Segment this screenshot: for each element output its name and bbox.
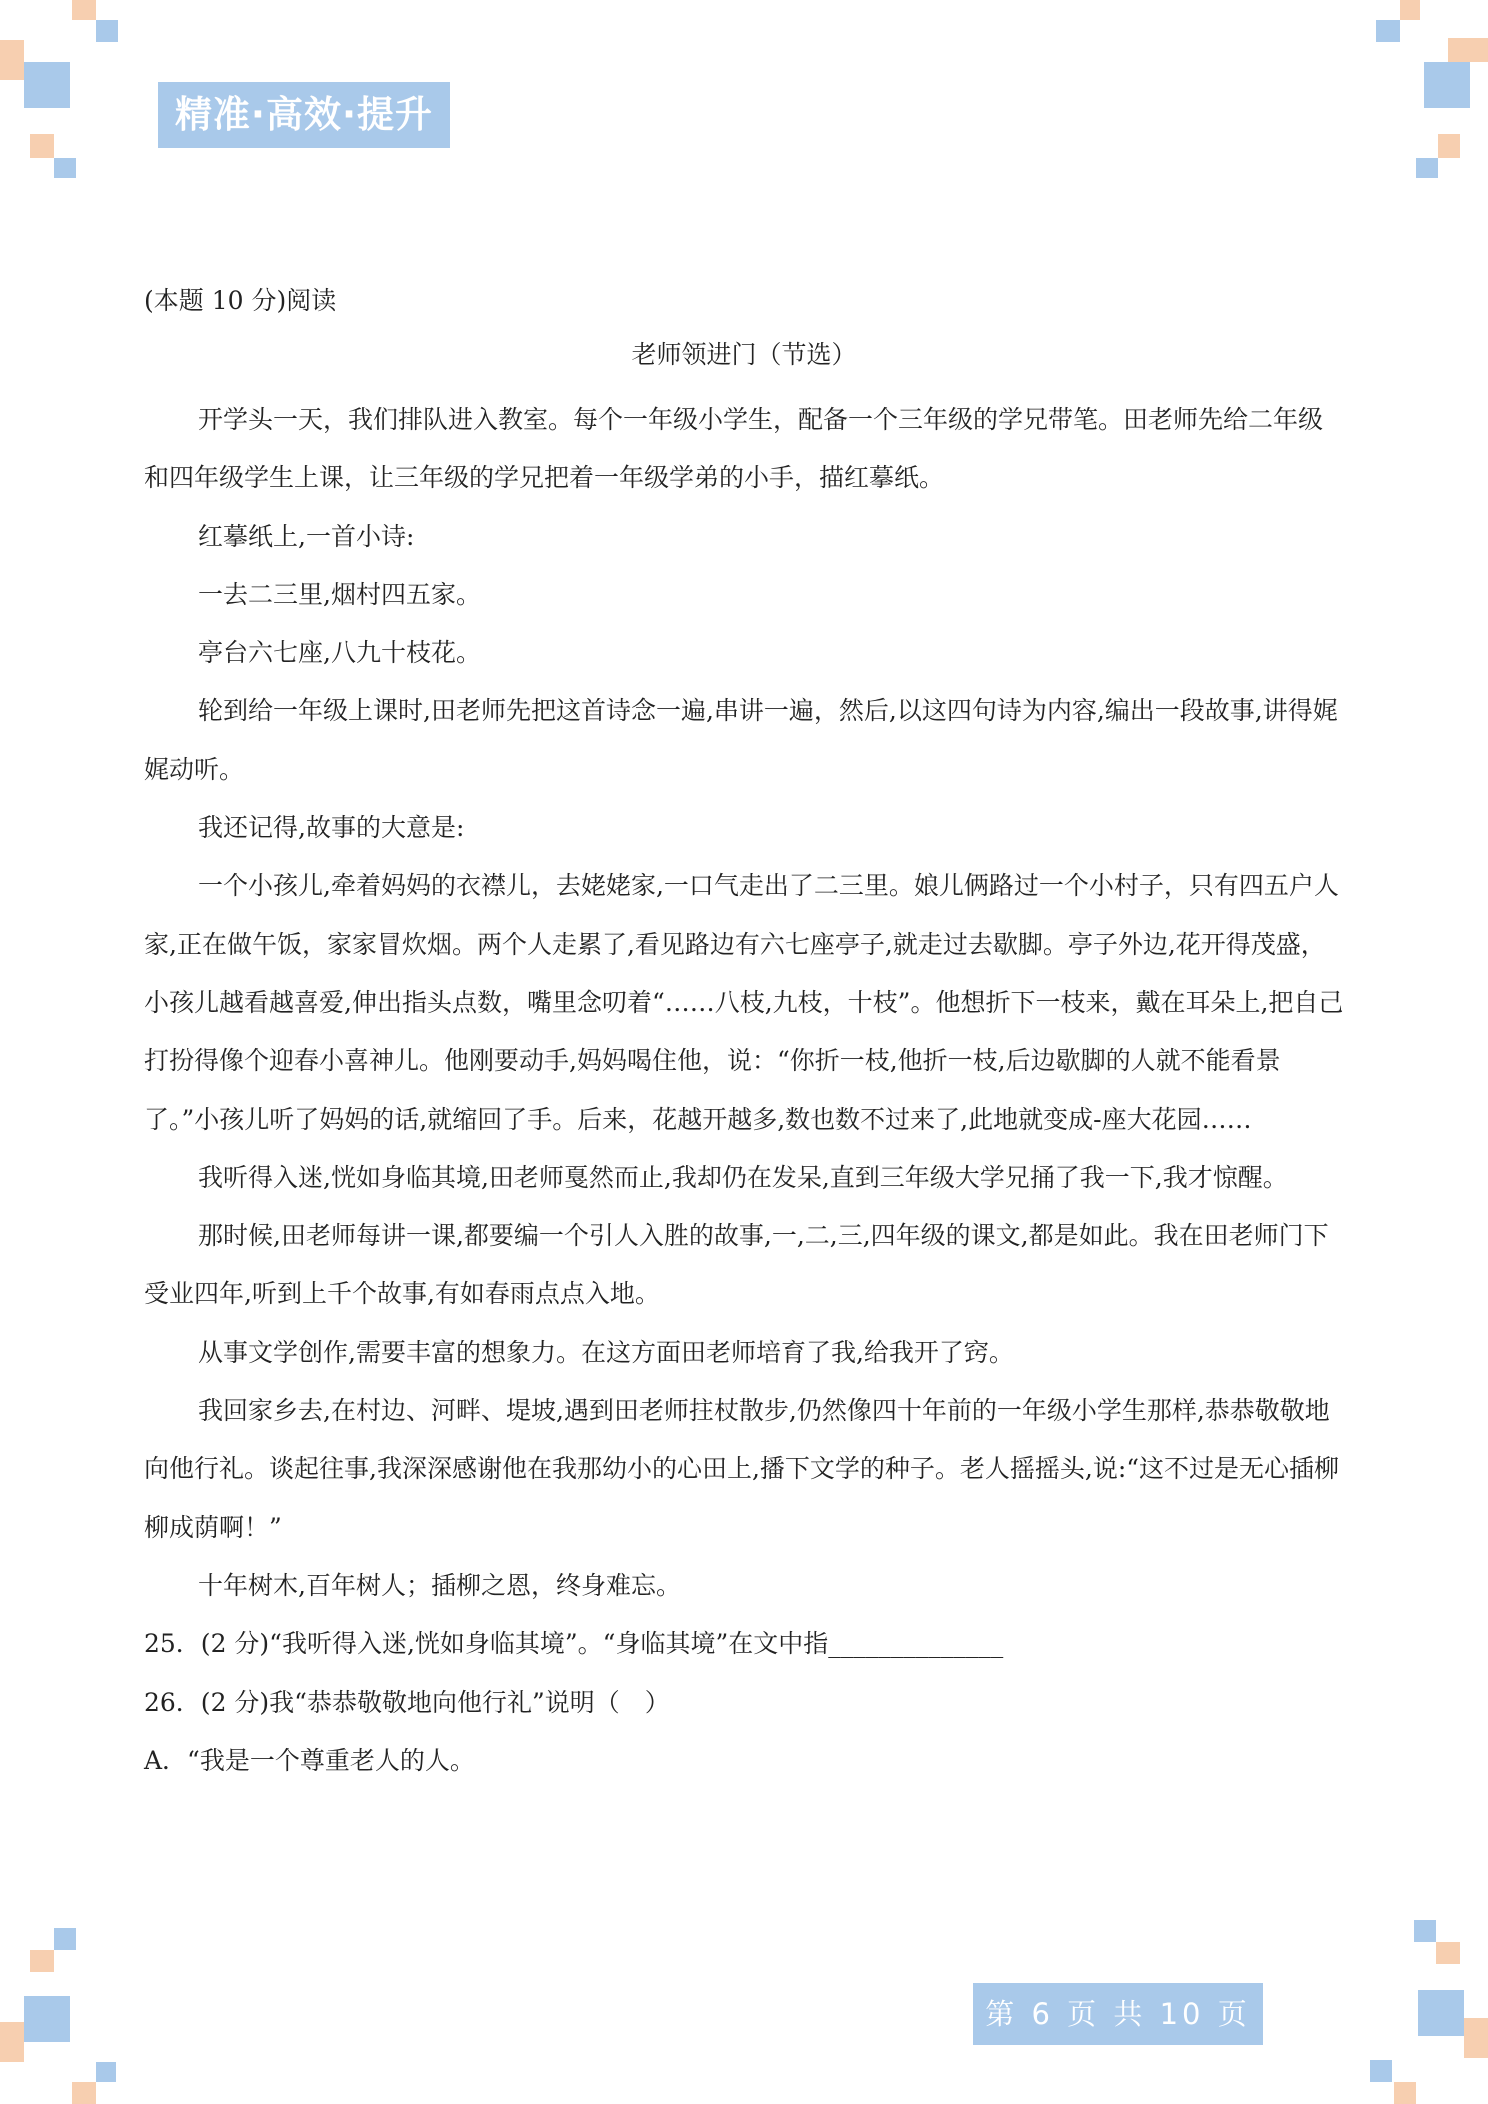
paragraph: 我还记得,故事的大意是: [198,813,465,843]
page-number-badge: 第 6 页 共 10 页 [973,1983,1263,2045]
article-title: 老师领进门（节选） [631,340,857,369]
document-body [144,279,1344,1791]
paragraph: 十年树木,百年树人；插柳之恩，终身难忘。 [198,1570,681,1600]
brand-banner: 精准·高效·提升 [158,82,450,148]
paragraph: 开学头一天，我们排队进入教室。每个一年级小学生，配备一个三年级的学兄带笔。田老师先给二年级和四年级学生上课，让三年级的学兄把着一年级学弟的小手，描红摹纸。 [144,405,1324,493]
paragraph: 那时候,田老师每讲一课,都要编一个引人入胜的故事,一,二,三,四年级的课文,都是如此。我在田老师门下受业四年,听到上千个故事,有如春雨点点入地。 [144,1221,1329,1309]
section-header: (本题 10 分)阅读 [144,286,337,315]
paragraph: 我听得入迷,恍如身临其境,田老师戛然而止,我却仍在发呆,直到三年级大学兄捅了我一下,我才惊醒。 [198,1162,1288,1192]
paragraph: 从事文学创作,需要丰富的想象力。在这方面田老师培育了我,给我开了窍。 [198,1337,1014,1367]
question-25: 25．(2 分)“我听得入迷,恍如身临其境”。“身临其境”在文中指______________ [144,1629,1004,1659]
paragraph: 我回家乡去,在村边、河畔、堤坡,遇到田老师拄杖散步,仍然像四十年前的一年级小学生那样,恭恭敬敬地向他行礼。谈起往事,我深深感谢他在我那幼小的心田上,播下文学的种子。老人摇摇头,说:“这不过是无心插柳柳成荫啊！” [144,1396,1340,1542]
paragraph: 红摹纸上,一首小诗: [198,521,415,551]
paragraph: 一去二三里,烟村四五家。 [198,579,481,609]
paragraph: 一个小孩儿,牵着妈妈的衣襟儿，去姥姥家,一口气走出了二三里。娘儿俩路过一个小村子，只有四五户人家,正在做午饭，家家冒炊烟。两个人走累了,看见路边有六七座亭子,就走过去歇脚。亭子外边,花开得茂盛，小孩儿越看越喜爱,伸出指头点数，嘴里念叨着“……八枝,九枝，十枝”。他想折下一枝来，戴在耳朵上,把自己打扮得像个迎春小喜神儿。他刚要动手,妈妈喝住他，说：“你折一枝,他折一枝,后边歇脚的人就不能看景了。”小孩儿听了妈妈的话,就缩回了手。后来，花越开越多,数也数不过来了,此地就变成-座大花园…… [144,871,1344,1134]
question-26: 26．(2 分)我“恭恭敬敬地向他行礼”说明（ ） [144,1687,670,1717]
option-a: A．“我是一个尊重老人的人。 [144,1746,475,1776]
paragraph: 亭台六七座,八九十枝花。 [198,638,481,668]
paragraph: 轮到给一年级上课时,田老师先把这首诗念一遍,串讲一遍，然后,以这四句诗为内容,编出一段故事,讲得娓娓动听。 [144,696,1338,784]
